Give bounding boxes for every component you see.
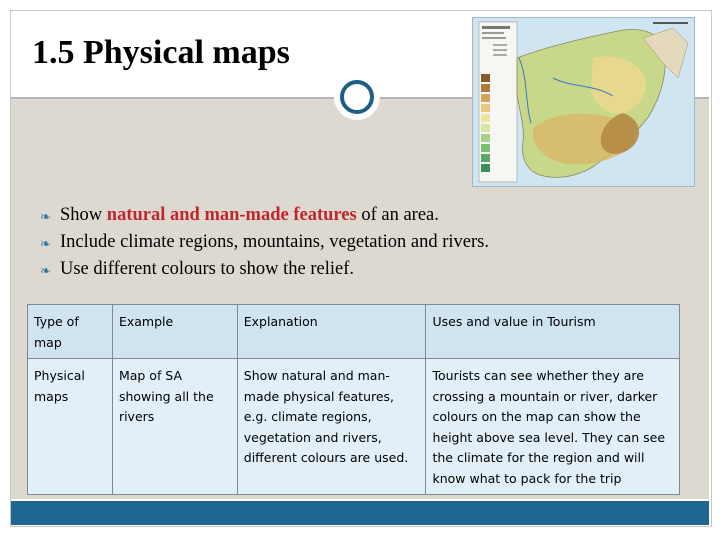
bullet-item — [40, 259, 489, 286]
south-africa-map-graphic — [473, 18, 694, 186]
cell-type: Physical maps — [28, 359, 113, 495]
header-uses: Uses and value in Tourism — [426, 305, 680, 359]
bullet-highlight: natural and man-made features — [106, 205, 357, 225]
physical-map-image — [472, 17, 695, 187]
table-row — [28, 359, 680, 495]
header-type: Type of map — [28, 305, 113, 359]
header-explanation: Explanation — [237, 305, 426, 359]
bullet-text: Include climate regions, mountains, vegetation and rivers. — [60, 232, 489, 252]
bullet-list — [40, 205, 489, 286]
bullet-text-after: of an area. — [356, 205, 439, 225]
header-example: Example — [112, 305, 237, 359]
cell-example: Map of SA showing all the rivers — [112, 359, 237, 495]
map-legend — [479, 22, 517, 182]
leaf-bullet-icon: ❧ — [40, 209, 51, 224]
cell-uses: Tourists can see whether they are crossing a mountain or river, darker colours on the map can show the height above sea level. They can see the climate for the region and will know what to pack for the trip — [426, 359, 680, 495]
bullet-item — [40, 205, 489, 232]
ring-icon — [340, 80, 374, 114]
bullet-text-before: Show — [60, 205, 107, 225]
leaf-bullet-icon: ❧ — [40, 236, 51, 251]
table-header-row — [28, 305, 680, 359]
page-title: 1.5 Physical maps — [32, 34, 290, 71]
bullet-item — [40, 232, 489, 259]
bullet-text: Use different colours to show the relief. — [60, 259, 355, 279]
cell-explanation: Show natural and man-made physical features, e.g. climate regions, vegetation and rivers, different colours are used. — [237, 359, 426, 495]
leaf-bullet-icon: ❧ — [40, 263, 51, 278]
map-info-table — [27, 304, 680, 495]
footer-band — [11, 501, 709, 525]
